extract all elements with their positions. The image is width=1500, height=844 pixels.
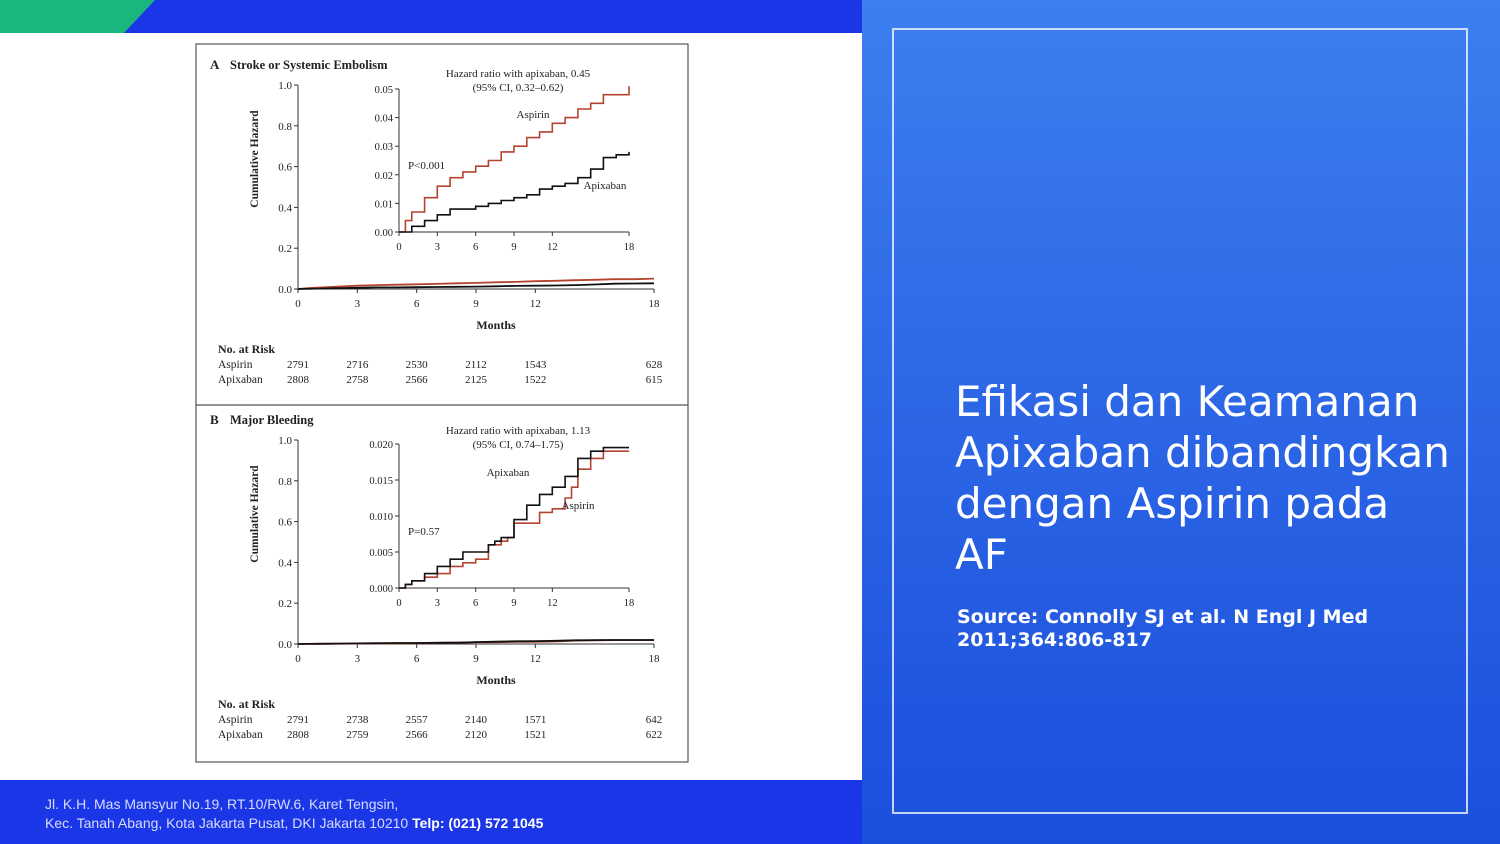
panel-a-risk-value: 2530: [405, 359, 428, 371]
panel-a-title: Stroke or Systemic Embolism: [230, 58, 388, 72]
footer-phone: Telp: (021) 572 1045: [412, 815, 544, 831]
panel-b-x-tick-label: 6: [413, 653, 420, 665]
panel-b-risk-label-apixaban: Apixaban: [218, 729, 263, 741]
panel-b-risk-value: 2791: [287, 714, 309, 726]
panel-b-y-tick-label: 0.2: [278, 598, 292, 611]
panel-b-y-tick-label: 1.0: [278, 435, 292, 447]
panel-b-inset-x-tick-label: 18: [623, 598, 635, 609]
panel-a-risk-value: 1522: [524, 374, 547, 386]
panel-a-inset-x-tick-label: 9: [511, 242, 517, 253]
panel-a-risk-label-aspirin: Aspirin: [218, 359, 253, 371]
panel-b-y-tick-label: 0.4: [278, 557, 292, 570]
panel-b-x-tick-label: 18: [648, 653, 660, 665]
panel-b-risk-value: 1571: [524, 714, 547, 726]
panel-a-y-axis-label: Cumulative Hazard: [249, 110, 261, 208]
panel-b-series-label-apixaban: Apixaban: [486, 467, 530, 479]
panel-a-x-tick-label: 0: [295, 298, 301, 310]
panel-a-inset-x-tick-label: 12: [547, 242, 558, 253]
slide-source: Source: Connolly SJ et al. N Engl J Med 2011;364:806-817: [957, 606, 1369, 651]
panel-b-x-tick-label: 12: [529, 653, 541, 665]
panel-b-risk-heading: No. at Risk: [218, 697, 276, 711]
panel-a-risk-value: 2808: [287, 374, 309, 386]
panel-a-x-tick-label: 12: [529, 298, 541, 310]
panel-a-inset-x-tick-label: 18: [623, 242, 635, 253]
panel-b-inset-x-tick-label: 3: [434, 598, 440, 609]
panel-a-inset-y-tick-label: 0.03: [374, 142, 393, 154]
panel-a-y-tick-label: 0.4: [278, 202, 292, 215]
panel-a-risk-value: 2758: [346, 374, 369, 386]
panel-b-risk-value: 1521: [524, 729, 547, 741]
panel-a-risk-value: 2125: [465, 374, 487, 386]
panel-b-risk-value: 642: [645, 714, 663, 726]
panel-a-inset-y-tick-label: 0.04: [374, 113, 393, 125]
panel-a-series-label-aspirin: Aspirin: [516, 109, 550, 121]
panel-b-inset-x-tick-label: 6: [473, 598, 479, 609]
panel-a-y-tick-label: 0.2: [278, 243, 292, 256]
panel-b-inset-y-tick-label: 0.010: [369, 512, 393, 523]
footer-address-line1: Jl. K.H. Mas Mansyur No.19, RT.10/RW.6, Karet Tengsin,: [45, 796, 399, 812]
panel-b-x-tick-label: 0: [295, 653, 301, 665]
panel-a-inset-y-tick-label: 0.05: [374, 85, 393, 96]
panel-a-p-value: P<0.001: [408, 160, 446, 172]
panel-b-risk-value: 2140: [465, 714, 487, 726]
panel-a-risk-value: 615: [645, 374, 663, 386]
panel-b-inset-y-tick-label: 0.015: [369, 476, 393, 487]
panel-a-y-tick-label: 0.6: [278, 161, 292, 174]
panel-b-inset-x-tick-label: 0: [396, 598, 402, 609]
panel-b-hazard-ratio: Hazard ratio with apixaban, 1.13: [445, 425, 591, 437]
panel-b-risk-value: 2566: [405, 729, 428, 741]
slide-title: Efikasi dan Keamanan Apixaban dibandingkan dengan Aspirin pada AF: [955, 377, 1450, 579]
panel-a-letter: A: [210, 57, 220, 72]
panel-a-inset-y-tick-label: 0.02: [374, 170, 393, 182]
panel-a-y-tick-label: 1.0: [278, 80, 292, 92]
panel-a-risk-label-apixaban: Apixaban: [218, 374, 263, 386]
panel-a-risk-value: 2112: [465, 359, 487, 371]
panel-b-inset-x-tick-label: 12: [547, 598, 558, 609]
panel-a-risk-value: 628: [645, 359, 663, 371]
panel-a-x-tick-label: 18: [648, 298, 660, 310]
panel-b-inset-y-tick-label: 0.005: [369, 548, 393, 559]
panel-a-y-tick-label: 0.8: [278, 120, 292, 133]
panel-b-y-axis-label: Cumulative Hazard: [249, 465, 261, 563]
panel-a-inset-x-tick-label: 3: [434, 242, 440, 253]
panel-b-x-axis-label: Months: [476, 673, 516, 687]
panel-b-inset-y-tick-label: 0.020: [369, 440, 393, 451]
panel-a-x-tick-label: 9: [473, 298, 479, 310]
panel-a-x-axis-label: Months: [476, 318, 516, 332]
panel-b-risk-value: 2120: [465, 729, 487, 741]
panel-b-y-tick-label: 0.6: [278, 516, 292, 529]
panel-b-risk-value: 2738: [346, 714, 369, 726]
panel-a-hazard-ratio: Hazard ratio with apixaban, 0.45: [445, 68, 591, 80]
panel-b-y-tick-label: 0.0: [278, 639, 292, 651]
panel-b-risk-label-aspirin: Aspirin: [218, 714, 253, 726]
panel-a-inset-y-tick-label: 0.00: [374, 228, 393, 239]
panel-a-risk-value: 1543: [524, 359, 547, 371]
panel-b-inset-x-tick-label: 9: [511, 598, 517, 609]
panel-b-letter: B: [210, 412, 219, 427]
panel-b-risk-value: 622: [645, 729, 663, 741]
panel-a-risk-value: 2716: [346, 359, 369, 371]
footer-address-line2: Kec. Tanah Abang, Kota Jakarta Pusat, DKI Jakarta 10210: [45, 815, 409, 831]
panel-a-risk-value: 2566: [405, 374, 428, 386]
panel-a-x-tick-label: 3: [354, 298, 361, 310]
figure-border: [196, 44, 688, 762]
panel-a-series-label-apixaban: Apixaban: [583, 180, 627, 192]
panel-b-risk-value: 2808: [287, 729, 309, 741]
panel-b-y-tick-label: 0.8: [278, 475, 292, 488]
panel-b-p-value: P=0.57: [408, 526, 440, 538]
panel-b-x-tick-label: 3: [354, 653, 361, 665]
panel-b-risk-value: 2759: [346, 729, 369, 741]
panel-b-inset-y-tick-label: 0.000: [369, 584, 393, 595]
panel-a-inset-x-tick-label: 6: [473, 242, 479, 253]
panel-a-x-tick-label: 6: [413, 298, 420, 310]
panel-b-series-label-aspirin: Aspirin: [561, 500, 595, 512]
panel-b-title: Major Bleeding: [230, 413, 314, 427]
panel-b-x-tick-label: 9: [473, 653, 479, 665]
panel-b-hazard-ci: (95% CI, 0.74–1.75): [472, 439, 564, 451]
panel-a-risk-value: 2791: [287, 359, 309, 371]
panel-a-risk-heading: No. at Risk: [218, 342, 276, 356]
footer-address: [45, 795, 543, 833]
panel-b-risk-value: 2557: [405, 714, 428, 726]
panel-a-y-tick-label: 0.0: [278, 284, 292, 296]
panel-a-hazard-ci: (95% CI, 0.32–0.62): [472, 82, 564, 94]
panel-a-inset-x-tick-label: 0: [396, 242, 402, 253]
panel-a-inset-y-tick-label: 0.01: [374, 199, 393, 211]
